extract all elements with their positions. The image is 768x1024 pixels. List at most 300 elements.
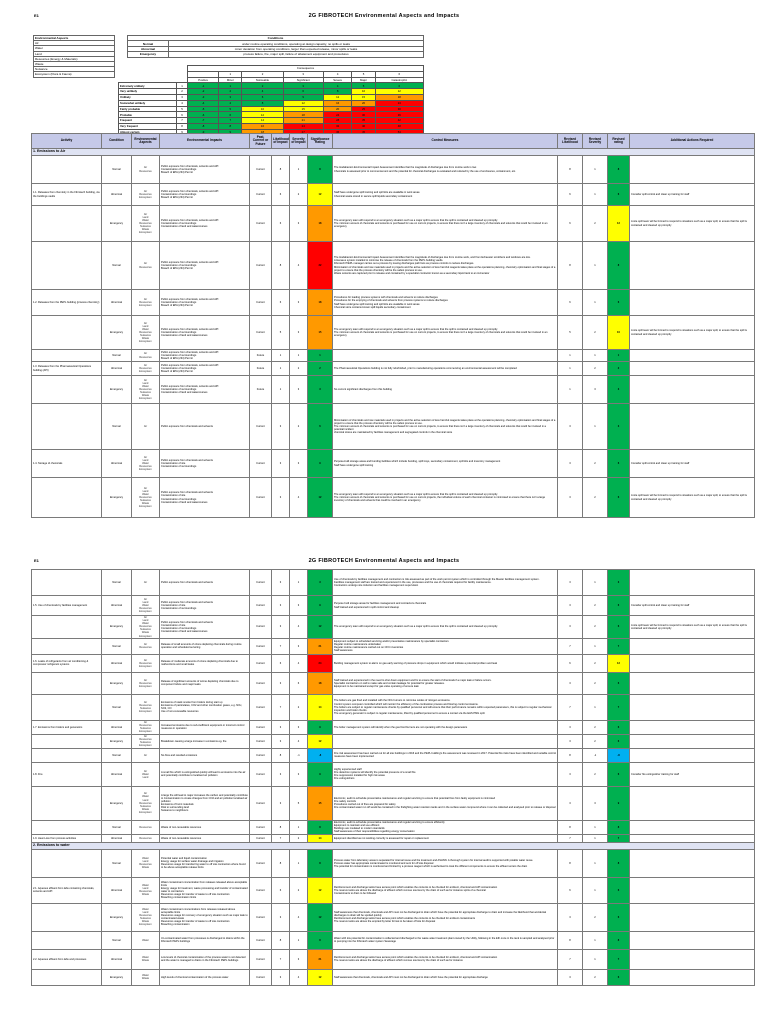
impacts-cell: Breakdown causing a large increase in emissions eg. fire: [160, 734, 250, 748]
risk-matrix: [118, 65, 424, 136]
condition-cell: Abnormal: [102, 762, 132, 786]
page-corner-label: E1: [34, 13, 39, 18]
activity-cell: [32, 748, 102, 762]
likelihood-cell: 3: [272, 570, 290, 596]
matrix-cell: 21: [283, 118, 323, 124]
revised-rating-cell: 6: [608, 720, 630, 734]
actions-cell: [630, 350, 755, 362]
actions-cell: [630, 820, 755, 834]
matrix-cell: 15: [352, 94, 375, 100]
aspects-cell: Air Resources: [132, 638, 160, 654]
impacts-cell: Un-contaminated water from processes is discharged to drains within the Fibrotech PEPL buildings: [160, 931, 250, 949]
condition-cell: Emergency: [102, 672, 132, 694]
control-measures-cell: Electronic, audit to schedule preventative maintenance and regular servicing to ensure that potential fires from faulty equipment is minimised Fire safety controls Procedures carried out of fires are prepared for safety Fire contaminated water run off would be contained in the firefighting water retention tanks and in the surface water compound where it can be collected and analysed prior to release or disposal: [333, 786, 558, 820]
tense-cell: Current: [250, 316, 272, 350]
tense-cell: Current: [250, 834, 272, 842]
conditions-legend: [127, 35, 424, 58]
likelihood-cell: 8: [272, 931, 290, 949]
column-header-rev-severity: Revised Severity: [583, 134, 608, 149]
section-row: [32, 149, 755, 156]
likelihood-cell: 3: [272, 762, 290, 786]
revised-rating-cell: 6: [608, 762, 630, 786]
matrix-col-label: Catastrophic: [375, 77, 423, 83]
impacts-cell: Low levels of chemical contamination of the process water is not detected and the water is managed to drains in the Fibrotech PEPL buildings: [160, 949, 250, 969]
matrix-col-label: Minor: [219, 77, 242, 83]
condition-cell: Emergency: [102, 206, 132, 242]
activity-cell: [32, 931, 102, 949]
matrix-cell: -3: [188, 94, 219, 100]
revised-rating-cell: 6: [608, 290, 630, 316]
severity-cell: 4: [290, 734, 308, 748]
table-row: [32, 849, 755, 877]
revised-rating-cell: 7: [608, 834, 630, 842]
severity-cell: 6: [290, 672, 308, 694]
activity-cell: 1.5. Use of chemicals by facilities management: [32, 596, 102, 616]
column-header-severity: Severity of Impact: [290, 134, 308, 149]
matrix-cell: 2: [219, 89, 242, 95]
matrix-cell: 42: [375, 118, 423, 124]
column-header-significance: Significance Rating: [308, 134, 333, 149]
significance-cell: 1: [308, 350, 333, 362]
table-row: [32, 834, 755, 842]
activity-cell: [32, 478, 102, 518]
actions-cell: [630, 734, 755, 748]
tense-cell: Current: [250, 672, 272, 694]
column-header-tense: Past, Current or Future: [250, 134, 272, 149]
revised-rating-cell: 6: [608, 478, 630, 518]
revised-likelihood-cell: 1: [558, 362, 583, 376]
condition-cell: Emergency: [102, 969, 132, 985]
revised-likelihood-cell: 3: [558, 596, 583, 616]
actions-cell: [630, 290, 755, 316]
severity-cell: 1: [290, 156, 308, 184]
revised-likelihood-cell: 3: [558, 786, 583, 820]
condition-cell: Abnormal: [102, 184, 132, 206]
aspect-item: Ecosystem (Flora & Fauna): [34, 72, 115, 77]
tense-cell: Current: [250, 949, 272, 969]
matrix-cell: 12: [323, 94, 352, 100]
matrix-cell: 5: [352, 83, 375, 89]
severity-cell: 3: [290, 949, 308, 969]
aspect-row: [34, 72, 115, 77]
revised-rating-cell: 6: [608, 616, 630, 639]
severity-cell: 4: [290, 242, 308, 290]
condition-cell: Abnormal: [102, 362, 132, 376]
aspects-cell: Air: [132, 404, 160, 450]
likelihood-cell: 8: [272, 242, 290, 290]
revised-severity-cell: 1: [583, 242, 608, 290]
aspects-cell: Air Land Water Resources Nuisance Waste Ecosystem: [132, 206, 160, 242]
revised-rating-cell: 1: [608, 350, 630, 362]
revised-rating-cell: 6: [608, 450, 630, 478]
actions-cell: [630, 404, 755, 450]
activity-cell: [32, 570, 102, 596]
aspects-cell: Air Resources Ecosystem: [132, 290, 160, 316]
actions-cell: [630, 672, 755, 694]
control-measures-cell: Use of chemicals by facilities management and contractors is risk assessed as part of the work permit system which is controlled through the Meeter facilities management system. Facilities management staff are trained and experienced in the use, processes and the use of chemicals required for facility maintenance. Contractors undergo site induction and facilities management supervision: [333, 570, 558, 596]
likelihood-cell: 3: [272, 903, 290, 931]
matrix-cell: 27: [283, 129, 323, 135]
table-row: [32, 316, 755, 350]
aspects-cell: Air Resources Nuisance Ecosystem: [132, 720, 160, 734]
revised-likelihood-cell: 7: [558, 834, 583, 842]
aspects-cell: Air Resources Nuisance Ecosystem: [132, 694, 160, 720]
matrix-cell: 25: [352, 106, 375, 112]
severity-cell: 1: [290, 350, 308, 362]
revised-likelihood-cell: 3: [558, 720, 583, 734]
matrix-row-label: Frequent: [119, 118, 177, 124]
impacts-cell: A large fire will lead to major increases the carbon and potentially contribute to Contamination to create changes from CO2 and air pollution localised air pollution Emissions of burnt materials Risk to surrounding land Nuisance to neighbours: [160, 786, 250, 820]
condition-cell: Normal: [102, 931, 132, 949]
matrix-row-number: 7: [177, 118, 188, 124]
matrix-corner: [119, 66, 188, 83]
impacts-cell: Increased emissions due to sub-inefficient equipment or incorrect control measures in operation: [160, 720, 250, 734]
tense-cell: Current: [250, 969, 272, 985]
matrix-row-label: Unlikely: [119, 94, 177, 100]
aspects-cell: Water Land Resources Waste: [132, 849, 160, 877]
actions-cell: [630, 748, 755, 762]
matrix-cell: -1: [188, 83, 219, 89]
revised-rating-cell: 8: [608, 820, 630, 834]
impacts-cell: Public exposure from chemicals, solvents and API Contamination of surroundings Breach of EPA (234) Permit: [160, 350, 250, 362]
aspects-table-page-2: [31, 569, 755, 986]
impacts-cell: Potential water and liquid contamination Energy usage for surface water drainage and irrigation Resources usage for transferring water to off site contractors where found to be above acceptable release limits: [160, 849, 250, 877]
tense-cell: Current: [250, 404, 272, 450]
revised-severity-cell: 2: [583, 672, 608, 694]
revised-rating-cell: 3: [608, 404, 630, 450]
actions-cell: [630, 969, 755, 985]
aspect-item: Land: [34, 51, 115, 56]
severity-cell: 5: [290, 786, 308, 820]
tense-cell: Current: [250, 694, 272, 720]
matrix-cell: 12: [375, 89, 423, 95]
revised-severity-cell: 2: [583, 654, 608, 672]
matrix-col-label: Positive: [188, 77, 219, 83]
revised-severity-cell: 2: [583, 720, 608, 734]
matrix-cell: 54: [375, 129, 423, 135]
aspects-heading: Environmental Aspects: [34, 36, 115, 41]
tense-cell: Current: [250, 596, 272, 616]
matrix-cell: -8: [188, 123, 219, 129]
matrix-cell: 20: [323, 106, 352, 112]
revised-likelihood-cell: 8: [558, 820, 583, 834]
matrix-row-label: Somewhat unlikely: [119, 100, 177, 106]
impacts-cell: Public exposure from chemicals, solvents and API Contamination of surroundings Contamination of land and watercourses: [160, 206, 250, 242]
condition-cell: Normal: [102, 638, 132, 654]
matrix-col-number: 1: [219, 71, 242, 77]
table-row: [32, 654, 755, 672]
impacts-cell: No fires and resulted emissions: [160, 748, 250, 762]
tense-cell: Current: [250, 820, 272, 834]
significance-cell: 12: [308, 903, 333, 931]
table-row: [32, 748, 755, 762]
matrix-col-number: 5: [352, 71, 375, 77]
matrix-cell: 9: [283, 94, 323, 100]
revised-likelihood-cell: 3: [558, 672, 583, 694]
control-measures-cell: The emergency team will respond to an emergency situation such as a major spill to ensure that the spill is contained and cleaned up promptly. The minimum amount of chemicals and solvents is purchased for use on current projects, to ensure that there isn't a large inventory of chemicals and solvents that could be involved in an emergency: [333, 206, 558, 242]
condition-cell: Emergency: [102, 734, 132, 748]
matrix-cell: 30: [352, 112, 375, 118]
tense-cell: Current: [250, 786, 272, 820]
condition-cell: Emergency: [102, 478, 132, 518]
revised-severity-cell: 1: [583, 350, 608, 362]
revised-severity-cell: 2: [583, 903, 608, 931]
revised-rating-cell: 6: [608, 734, 630, 748]
matrix-cell: 2: [242, 83, 283, 89]
column-header-rev-likelihood: Revised Likelihood: [558, 134, 583, 149]
matrix-cell: 16: [323, 100, 352, 106]
impacts-cell: Public exposure from chemicals and solvents Contamination of site Contamination of surroundings Contamination of land and watercourses: [160, 478, 250, 518]
matrix-cell: 6: [242, 94, 283, 100]
revised-rating-cell: 8: [608, 242, 630, 290]
matrix-cell: 10: [352, 89, 375, 95]
matrix-row-number: 6: [177, 112, 188, 118]
impacts-cell: Public exposure from chemicals, solvents and API Contamination of surroundings Breach of EPA (234) Permit: [160, 184, 250, 206]
matrix-cell: 24: [283, 123, 323, 129]
tense-cell: Current: [250, 156, 272, 184]
matrix-row-number: 9: [177, 129, 188, 135]
control-measures-cell: The boiler management system will identify when the gas fired burners are not operating with the design parameters: [333, 720, 558, 734]
revised-likelihood-cell: 7: [558, 949, 583, 969]
severity-cell: 2: [290, 694, 308, 720]
aspects-cell: Air Water Land: [132, 762, 160, 786]
likelihood-cell: 8: [272, 849, 290, 877]
activity-cell: 2.1. Aqueous effluent from labs containing chemicals, solvents and API: [32, 877, 102, 903]
revised-rating-cell: 6: [608, 596, 630, 616]
revised-rating-cell: 7: [608, 694, 630, 720]
actions-cell: [630, 654, 755, 672]
revised-severity-cell: 3: [583, 786, 608, 820]
matrix-cell: 15: [283, 106, 323, 112]
impacts-cell: Release of significant amounts of ozone depleting chemicals due to component failure and major leaks: [160, 672, 250, 694]
aspects-cell: Resources: [132, 820, 160, 834]
significance-cell: 14: [308, 834, 333, 842]
actions-cell: [630, 156, 755, 184]
revised-severity-cell: 1: [583, 849, 608, 877]
condition-cell: Emergency: [102, 316, 132, 350]
revised-severity-cell: 2: [583, 969, 608, 985]
revised-severity-cell: 2: [583, 478, 608, 518]
aspect-item: Air: [34, 41, 115, 46]
revised-likelihood-cell: 3: [558, 762, 583, 786]
impacts-cell: Waste of non-renewable resources: [160, 820, 250, 834]
actions-cell: A site spill team will be formed to respond to situations such as a major spill, to ensure that the spill is contained and cleaned up promptly: [630, 616, 755, 639]
column-header-impacts: Environmental Impacts: [160, 134, 250, 149]
column-header-control: Control Measures: [333, 134, 558, 149]
tense-cell: Future: [250, 350, 272, 362]
likelihood-cell: 6: [272, 206, 290, 242]
tense-cell: Current: [250, 849, 272, 877]
tense-cell: Current: [250, 184, 272, 206]
aspects-cell: Air Land Water Resources Nuisance Waste Ecosystem: [132, 316, 160, 350]
actions-cell: [630, 720, 755, 734]
matrix-cell: 4: [323, 83, 352, 89]
actions-cell: [630, 834, 755, 842]
table-row: [32, 877, 755, 903]
control-measures-cell: Water with low potential for contamination is collected and discharged to the waste water treatment plant owned by the Utility, following in the EIF once in the tank is sampled and analysed prior to pumping into the Fibrotech water system Sewerage: [333, 931, 558, 949]
activity-cell: 1.8. Fire: [32, 762, 102, 786]
significance-cell: 21: [308, 638, 333, 654]
significance-cell: 32: [308, 242, 333, 290]
likelihood-cell: 7: [272, 949, 290, 969]
revised-likelihood-cell: 3: [558, 404, 583, 450]
matrix-row-label: Fairly probable: [119, 106, 177, 112]
table-row: [32, 903, 755, 931]
aspects-cell: Water: [132, 931, 160, 949]
tense-cell: Current: [250, 903, 272, 931]
likelihood-cell: 8: [272, 820, 290, 834]
aspects-cell: Air Resources: [132, 242, 160, 290]
matrix-cell: 24: [375, 100, 423, 106]
activity-cell: 1.2. Releases from the PEPL building (process chemistry): [32, 290, 102, 316]
impacts-cell: Public exposure from chemicals and solvents Contamination of site Contamination of surroundings: [160, 596, 250, 616]
significance-cell: 9: [308, 720, 333, 734]
revised-likelihood-cell: 6: [558, 206, 583, 242]
revised-rating-cell: 8: [608, 156, 630, 184]
matrix-row-number: 5: [177, 106, 188, 112]
table-row: [32, 206, 755, 242]
conditions-heading: Conditions: [128, 36, 424, 41]
tense-cell: Current: [250, 654, 272, 672]
revised-severity-cell: 1: [583, 931, 608, 949]
revised-rating-cell: 7: [608, 638, 630, 654]
activity-cell: [32, 820, 102, 834]
control-measures-cell: [333, 350, 558, 362]
activity-cell: [32, 350, 102, 362]
revised-likelihood-cell: 3: [558, 450, 583, 478]
likelihood-cell: 7: [272, 694, 290, 720]
column-header-rev-rating: Revised rating: [608, 134, 630, 149]
aspects-cell: Water Waste: [132, 969, 160, 985]
revised-severity-cell: 2: [583, 450, 608, 478]
revised-severity-cell: 2: [583, 596, 608, 616]
revised-severity-cell: 1: [583, 156, 608, 184]
activity-cell: 2.2. Aqueous effluent from labs and processes: [32, 949, 102, 969]
impacts-cell: Public exposure from chemicals, solvents and API Contamination of surroundings Breach of EPA (234) Permit: [160, 242, 250, 290]
control-measures-cell: Staff awareness that chemicals, chemicals and API must not be discharged to drain which have the potential for appropriate discharge to drain and increase the likelihood that accidental discharges to drain will be spotted quickly Reinforcement and discharge tanks have access point which enables the contents to be checked for ambient contaminants The reserve tanks are above the emptied by letter format to be taken off site for disposal: [333, 903, 558, 931]
control-measures-cell: Reinforcement and discharge tanks have access point which enables the contents to be checked for ambient, chemical and API contamination The reserve tanks are above the discharge of effluent which remove sources by the drain of such as for instance: [333, 949, 558, 969]
revised-rating-cell: 8: [608, 849, 630, 877]
severity-cell: 3: [290, 762, 308, 786]
likelihood-cell: 3: [272, 616, 290, 639]
matrix-cell: 18: [283, 112, 323, 118]
matrix-cell: 18: [375, 94, 423, 100]
actions-cell: [630, 903, 755, 931]
revised-rating-cell: 10: [608, 316, 630, 350]
severity-cell: -1: [290, 748, 308, 762]
table-row: [32, 786, 755, 820]
impacts-cell: Public exposure from chemicals and solvents Contamination of site Contamination of surroundings Contamination of land and watercourses: [160, 616, 250, 639]
likelihood-cell: 3: [272, 969, 290, 985]
impacts-cell: Public exposure from chemicals, solvents and API Contamination of surroundings Contamination of land and watercourses: [160, 376, 250, 404]
severity-cell: 3: [290, 450, 308, 478]
matrix-cell: 20: [352, 100, 375, 106]
severity-cell: 2: [290, 404, 308, 450]
revised-likelihood-cell: 6: [558, 290, 583, 316]
table-row: [32, 450, 755, 478]
matrix-row-label: Very unlikely: [119, 89, 177, 95]
impacts-cell: Public exposure from chemicals and solvents Contamination of site Contamination of surroundings: [160, 450, 250, 478]
matrix-row-number: 4: [177, 100, 188, 106]
condition-description: process failure, fire, major spill, failure of abatement equipment and procedures: [169, 52, 424, 57]
condition-cell: Normal: [102, 242, 132, 290]
revised-likelihood-cell: 3: [558, 969, 583, 985]
table-row: [32, 734, 755, 748]
revised-likelihood-cell: 8: [558, 748, 583, 762]
control-measures-cell: Electronic, audit to schedule preventative maintenance and regular servicing to ensure efficiently Equipment to maintain and use efficient Buildings are insulated to modern standards Staff awareness of their responsibilities regarding energy conservation: [333, 820, 558, 834]
likelihood-cell: 7: [272, 834, 290, 842]
condition-cell: Abnormal: [102, 450, 132, 478]
matrix-col-number: 2: [242, 71, 283, 77]
aspects-cell: Air Land Water Resources Nuisance Waste Ecosystem: [132, 376, 160, 404]
control-measures-cell: Staff trained and experienced in the need to shut down equipment and fix to ensure the start of chemicals if a major leak or failure occurs. Specialist contractors on call to make safe and contain leakage for potential for greater releases. Equipment to be maintained except for gas valve operating of ensure leak: [333, 672, 558, 694]
page-title: 2G FIBROTECH Environmental Aspects and Impacts: [308, 13, 460, 19]
table-row: [32, 478, 755, 518]
severity-cell: 3: [290, 596, 308, 616]
revised-likelihood-cell: 8: [558, 849, 583, 877]
aspects-cell: Resources: [132, 834, 160, 842]
likelihood-cell: 7: [272, 638, 290, 654]
revised-rating-cell: 7: [608, 949, 630, 969]
revised-severity-cell: 1: [583, 949, 608, 969]
revised-severity-cell: 1: [583, 820, 608, 834]
significance-cell: 12: [308, 184, 333, 206]
actions-cell: [630, 570, 755, 596]
matrix-cell: 30: [375, 106, 423, 112]
matrix-cell: 4: [242, 89, 283, 95]
aspects-cell: Air Resources Ecosystem: [132, 672, 160, 694]
revised-likelihood-cell: 3: [558, 903, 583, 931]
likelihood-cell: 3: [272, 734, 290, 748]
impacts-cell: Water contaminant concentration from releases released above acceptable limits Energy usage for treatment, waste processing and transfer of contaminated water to contractors Resources usage for transfer of waste to off site contractors Breaching contamination limits: [160, 877, 250, 903]
severity-cell: 3: [290, 206, 308, 242]
significance-cell: 15: [308, 316, 333, 350]
control-measures-cell: The emergency team will respond to an emergency situation such as a major spill to ensure that the spill is contained and cleaned up promptly. The minimum amount of chemicals and solvents is purchased for use on current projects, to ensure that there isn't a large inventory of chemicals and solvents that could be involved in an emergency: [333, 316, 558, 350]
revised-rating-cell: 6: [608, 877, 630, 903]
control-measures-cell: Staff have undergone spill training and spill kits are available in work areas Chemical waste stored in secure spill liquids secondary containment: [333, 184, 558, 206]
significance-cell: 21: [308, 949, 333, 969]
actions-cell: [630, 362, 755, 376]
control-measures-cell: Procedures for loading process systems with chemicals and solvents to reduce discharges Procedures for the emptying of chemicals and solvents from process systems to reduce discharges Staff have undergone spill training and spill kits are available in work areas Chemical store contains known spill liquids secondary containment: [333, 290, 558, 316]
likelihood-cell: 8: [272, 156, 290, 184]
matrix-cell: 6: [283, 89, 323, 95]
matrix-cell: 3: [219, 94, 242, 100]
condition-cell: Normal: [102, 570, 132, 596]
matrix-cell: 28: [323, 118, 352, 124]
tense-cell: Current: [250, 877, 272, 903]
likelihood-cell: 3: [272, 596, 290, 616]
matrix-cell: -2: [188, 89, 219, 95]
likelihood-cell: 8: [272, 748, 290, 762]
severity-cell: 3: [290, 290, 308, 316]
revised-severity-cell: 1: [583, 290, 608, 316]
matrix-row-number: 3: [177, 94, 188, 100]
impacts-cell: A small fire which is extinguished quickly will lead to emissions into the air and potentially contribute to localised air pollution: [160, 762, 250, 786]
impacts-cell: Public exposure from chemicals, solvents and API Contamination of surroundings Contamination of land and watercourses: [160, 316, 250, 350]
significance-cell: 9: [308, 762, 333, 786]
revised-likelihood-cell: 8: [558, 156, 583, 184]
actions-cell: [630, 786, 755, 820]
actions-cell: A site spill team will be formed to respond to situations such as a major spill, to ensure that the spill is contained and cleaned up promptly: [630, 206, 755, 242]
matrix-row-label: Almost certain: [119, 129, 177, 135]
control-measures-cell: Building management system to alarm on gas early warning of pressure drops in equipment which would indicate a potential problem and leak: [333, 654, 558, 672]
severity-cell: 1: [290, 849, 308, 877]
significance-cell: 8: [308, 156, 333, 184]
matrix-cell: 40: [352, 123, 375, 129]
significance-cell: 15: [308, 786, 333, 820]
matrix-col-label: Noticeable: [242, 77, 283, 83]
revised-rating-cell: 3: [608, 376, 630, 404]
